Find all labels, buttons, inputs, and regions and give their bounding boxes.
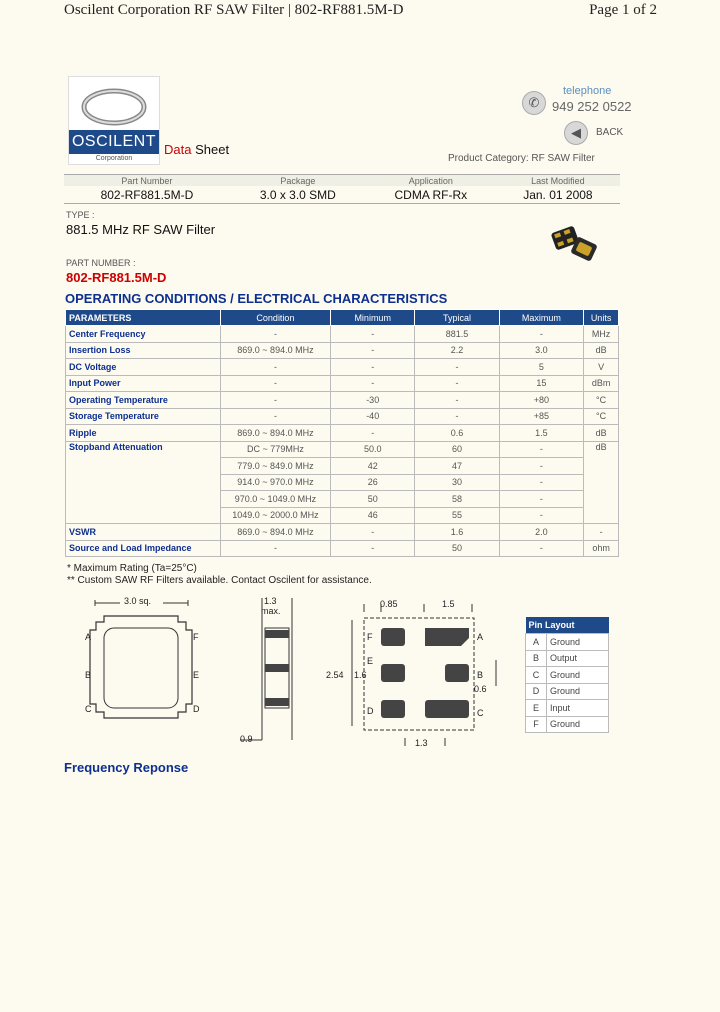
table-row (526, 683, 609, 700)
part-number-label: PART NUMBER : (66, 258, 136, 268)
pin-label: B (85, 670, 92, 680)
cell: 869.0 ~ 894.0 MHz (220, 425, 330, 442)
param-name: Center Frequency (66, 326, 221, 343)
cell: 50 (415, 540, 499, 557)
cell: 55 (415, 507, 499, 524)
cell: 779.0 ~ 849.0 MHz (220, 458, 330, 475)
frequency-response-title: Frequency Reponse (64, 760, 189, 775)
pin-label: D (193, 704, 200, 714)
cell: -40 (331, 408, 415, 425)
spec-header: Maximum (499, 310, 583, 326)
pin-label: F (193, 632, 199, 642)
cell: 3.0 (499, 342, 583, 359)
cell: - (499, 326, 583, 343)
cell: -30 (331, 392, 415, 409)
cell: - (331, 326, 415, 343)
summary-header: Part Number (64, 175, 230, 187)
dim-bottom: 0.9 (240, 734, 253, 744)
pin-label: F (367, 632, 373, 642)
dim-15: 1.5 (442, 599, 455, 609)
cell: - (220, 408, 330, 425)
pin-label: A (477, 632, 484, 642)
product-category: Product Category: RF SAW Filter (448, 153, 595, 164)
cell: - (499, 441, 583, 458)
param-name: Ripple (66, 425, 221, 442)
pin-key: A (526, 634, 547, 651)
phone-icon[interactable]: ✆ (522, 91, 546, 115)
cell: - (499, 491, 583, 508)
param-name: Storage Temperature (66, 408, 221, 425)
table-row (526, 716, 609, 733)
summary-header: Application (366, 175, 496, 187)
pin-function: Ground (547, 716, 609, 733)
back-link[interactable]: BACK (596, 127, 624, 138)
table-row (526, 650, 609, 667)
spec-header: Typical (415, 310, 499, 326)
cell: +85 (499, 408, 583, 425)
dim-height: 1.3 (264, 596, 277, 606)
datasheet-word-data: Data (164, 142, 192, 157)
cell: - (220, 375, 330, 392)
logo-sub: Corporation (95, 155, 133, 162)
param-name: Source and Load Impedance (66, 540, 221, 557)
pin-key: D (526, 683, 547, 700)
summary-value: 802-RF881.5M-D (64, 186, 230, 204)
datasheet-word-sheet: Sheet (195, 142, 230, 157)
cell: 0.6 (415, 425, 499, 442)
pin-label: E (193, 670, 200, 680)
cell: - (415, 392, 499, 409)
dim-06: 0.6 (474, 684, 487, 694)
dim-13: 1.3 (415, 738, 428, 748)
cell: 5 (499, 359, 583, 376)
cell: dB (584, 441, 619, 524)
pin-key: F (526, 716, 547, 733)
cell: 1049.0 ~ 2000.0 MHz (220, 507, 330, 524)
pin-layout-title: Pin Layout (526, 617, 609, 634)
cell: 26 (331, 474, 415, 491)
note: * Maximum Rating (Ta=25°C) (67, 563, 197, 574)
type-value: 881.5 MHz RF SAW Filter (66, 222, 216, 237)
cell: - (584, 524, 619, 541)
pin-function: Ground (547, 667, 609, 684)
cell: °C (584, 392, 619, 409)
pin-label: E (367, 656, 374, 666)
cell: ohm (584, 540, 619, 557)
cell: dB (584, 425, 619, 442)
cell: 869.0 ~ 894.0 MHz (220, 342, 330, 359)
param-name: Insertion Loss (66, 342, 221, 359)
cell: - (415, 408, 499, 425)
cell: 914.0 ~ 970.0 MHz (220, 474, 330, 491)
cell: - (331, 425, 415, 442)
section-title: OPERATING CONDITIONS / ELECTRICAL CHARACTERISTICS (65, 291, 448, 306)
pin-key: C (526, 667, 547, 684)
summary-header: Package (230, 175, 366, 187)
param-name: Input Power (66, 375, 221, 392)
cell: 30 (415, 474, 499, 491)
pin-function: Output (547, 650, 609, 667)
pin-label: B (477, 670, 484, 680)
cell: - (220, 326, 330, 343)
param-name: VSWR (66, 524, 221, 541)
cell: dBm (584, 375, 619, 392)
cell: - (415, 375, 499, 392)
cell: V (584, 359, 619, 376)
summary-header: Last Modified (496, 175, 620, 187)
telephone-number[interactable]: 949 252 0522 (552, 99, 632, 114)
cell: 50.0 (331, 441, 415, 458)
cell: 1.5 (499, 425, 583, 442)
note: ** Custom SAW RF Filters available. Contact Oscilent for assistance. (67, 575, 372, 586)
dim-size: 3.0 sq. (124, 596, 152, 606)
part-number-value: 802-RF881.5M-D (66, 270, 167, 285)
spec-header: Minimum (331, 310, 415, 326)
cell: - (331, 540, 415, 557)
cell: 50 (331, 491, 415, 508)
param-name: DC Voltage (66, 359, 221, 376)
cell: - (499, 540, 583, 557)
spec-header: Condition (220, 310, 330, 326)
cell: °C (584, 408, 619, 425)
param-name: Stopband Attenuation (66, 441, 221, 524)
cell: 2.0 (499, 524, 583, 541)
pin-label: D (367, 706, 374, 716)
cell: - (331, 524, 415, 541)
cell: - (220, 540, 330, 557)
cell: dB (584, 342, 619, 359)
cell: 60 (415, 441, 499, 458)
pin-function: Input (547, 700, 609, 717)
cell: MHz (584, 326, 619, 343)
telephone-label: telephone (563, 85, 612, 97)
header-title: Oscilent Corporation RF SAW Filter | 802-RF881.5M-D (64, 2, 404, 18)
cell: 881.5 (415, 326, 499, 343)
cell: 2.2 (415, 342, 499, 359)
cell: - (499, 507, 583, 524)
pin-layout-table (525, 617, 609, 733)
dim-085: 0.85 (380, 599, 398, 609)
dim-16: 1.6 (354, 670, 367, 680)
pin-function: Ground (547, 683, 609, 700)
back-arrow-icon[interactable]: ◀ (564, 121, 588, 145)
table-row (526, 667, 609, 684)
cell: 42 (331, 458, 415, 475)
dim-height-max: max. (261, 606, 281, 616)
summary-value: CDMA RF-Rx (366, 186, 496, 204)
spec-header: Units (584, 310, 619, 326)
pin-label: C (477, 708, 484, 718)
cell: - (499, 458, 583, 475)
type-label: TYPE : (66, 210, 95, 220)
cell: - (220, 392, 330, 409)
summary-value: Jan. 01 2008 (496, 186, 620, 204)
spec-header: PARAMETERS (66, 310, 221, 326)
param-name: Operating Temperature (66, 392, 221, 409)
cell: DC ~ 779MHz (220, 441, 330, 458)
cell: +80 (499, 392, 583, 409)
table-row (526, 634, 609, 651)
cell: 970.0 ~ 1049.0 MHz (220, 491, 330, 508)
cell: 1.6 (415, 524, 499, 541)
pin-function: Ground (547, 634, 609, 651)
table-row (526, 700, 609, 717)
pin-label: A (85, 632, 92, 642)
cell: 47 (415, 458, 499, 475)
cell: - (331, 359, 415, 376)
cell: 869.0 ~ 894.0 MHz (220, 524, 330, 541)
dim-254: 2.54 (326, 670, 344, 680)
cell: 46 (331, 507, 415, 524)
cell: 15 (499, 375, 583, 392)
cell: - (499, 474, 583, 491)
pin-key: B (526, 650, 547, 667)
pin-key: E (526, 700, 547, 717)
cell: - (331, 375, 415, 392)
pin-label: C (85, 704, 92, 714)
cell: - (220, 359, 330, 376)
cell: 58 (415, 491, 499, 508)
page-indicator: Page 1 of 2 (589, 2, 657, 18)
cell: - (415, 359, 499, 376)
logo-brand: OSCILENT (69, 130, 159, 154)
summary-value: 3.0 x 3.0 SMD (230, 186, 366, 204)
cell: - (331, 342, 415, 359)
